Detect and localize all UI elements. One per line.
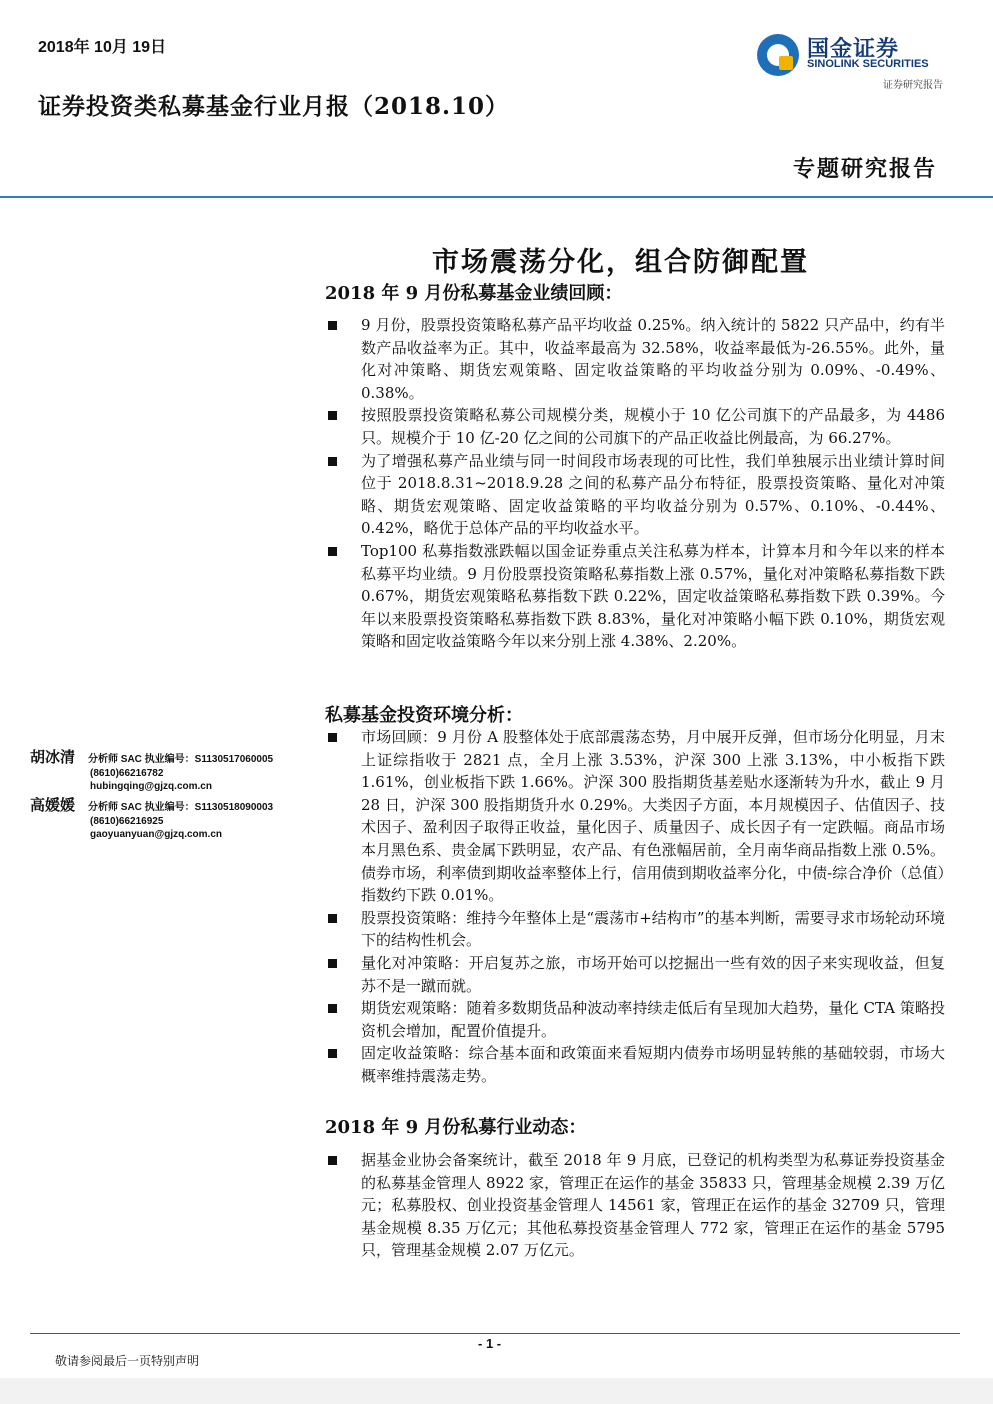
logo-subtitle: 证券研究报告 (883, 80, 943, 91)
analyst-name: 胡冰清 (30, 748, 76, 766)
list-item: 股票投资策略：维持今年整体上是“震荡市+结构市”的基本判断，需要寻求市场轮动环境下的结构性机会。 (325, 907, 945, 952)
document-title: 证券投资类私募基金行业月报（2018.10） (38, 93, 510, 120)
analyst-cert: 分析师 SAC 执业编号：S1130517060005 (88, 754, 274, 765)
headline: 市场震荡分化，组合防御配置 (432, 247, 809, 278)
analyst-name: 高媛媛 (30, 796, 76, 814)
logo-mark-icon (757, 34, 799, 76)
footer-disclaimer: 敬请参阅最后一页特别声明 (55, 1354, 200, 1368)
logo-name-en: SINOLINK SECURITIES (807, 58, 929, 70)
analyst-card (30, 794, 310, 841)
section-heading-environment: 私募基金投资环境分析： (325, 705, 523, 726)
list-item: 为了增强私募产品业绩与同一时间段市场表现的可比性，我们单独展示出业绩计算时间位于 2018.8.31~2018.9.28 之间的私募产品分布特征，股票投资策略、量化对冲策略、期货宏观策略、固定收益策略的平均收益分别为 0.57%、0.10%、-0.44%、0.42%，略优于总体产品的平均收益水平。 (325, 450, 945, 540)
section-heading-industry: 2018 年 9 月份私募行业动态： (325, 1117, 587, 1138)
logo-name-cn: 国金证券 (807, 36, 900, 61)
analyst-email[interactable]: gaoyuanyuan@gjzq.com.cn (90, 829, 222, 840)
list-item: 固定收益策略：综合基本面和政策面来看短期内债券市场明显转熊的基础较弱，市场大概率维持震荡走势。 (325, 1042, 945, 1087)
header-divider (0, 196, 993, 198)
analyst-email[interactable]: hubingqing@gjzq.com.cn (90, 781, 212, 792)
industry-bullet-list (325, 1149, 945, 1262)
page-bottom-band (0, 1378, 993, 1404)
analyst-phone: (8610)66216782 (90, 768, 164, 779)
report-type: 专题研究报告 (792, 156, 937, 182)
report-date: 2018年 10月 19日 (38, 39, 167, 56)
list-item: Top100 私募指数涨跌幅以国金证券重点关注私募为样本，计算本月和今年以来的样本私募平均业绩。9 月份股票投资策略私募指数上涨 0.57%，量化对冲策略私募指数下跌 0.67%，期货宏观策略私募指数下跌 0.22%，固定收益策略私募指数下跌 0.39%。今年以来股票投资策略私募指数下跌 8.83%，量化对冲策略小幅下跌 0.10%，期货宏观策略和固定收益策略今年以来分别上涨 4.38%、2.20%。 (325, 540, 945, 653)
list-item: 期货宏观策略：随着多数期货品种波动率持续走低后有呈现加大趋势，量化 CTA 策略投资机会增加，配置价值提升。 (325, 997, 945, 1042)
footer-divider (30, 1333, 960, 1334)
page-number: - 1 - (478, 1336, 502, 1351)
analyst-cert: 分析师 SAC 执业编号：S1130518090003 (88, 802, 274, 813)
performance-bullet-list (325, 314, 945, 653)
logo-accent-icon (779, 56, 793, 70)
list-item: 据基金业协会备案统计，截至 2018 年 9 月底，已登记的机构类型为私募证券投资基金的私募基金管理人 8922 家，管理正在运作的基金 35833 只，管理基金规模 2.39 万亿元；私募股权、创业投资基金管理人 14561 家，管理正在运作的基金 32709 只，管理基金规模 8.35 万亿元；其他私募投资基金管理人 772 家，管理正在运作的基金 5795 只，管理基金规模 2.07 万亿元。 (325, 1149, 945, 1262)
environment-bullet-list (325, 726, 945, 1088)
list-item: 市场回顾：9 月份 A 股整体处于底部震荡态势，月中展开反弹，但市场分化明显，月末上证综指收于 2821 点，全月上涨 3.53%，沪深 300 上涨 3.13%，中小板指下跌 1.61%，创业板指下跌 1.66%。沪深 300 股指期货基差贴水逐渐转为升水，截止 9 月 28 日，沪深 300 股指期货升水 0.29%。大类因子方面，本月规模因子、估值因子、技术因子、盈利因子取得正收益，量化因子、质量因子、成长因子有一定跌幅。商品市场本月黑色系、贵金属下跌明显，农产品、有色涨幅居前，全月南华商品指数上涨 0.5%。债券市场，利率债到期收益率整体上行，信用债到期收益率分化，中债-综合净价（总值）指数约下跌 0.01%。 (325, 726, 945, 907)
company-logo (757, 30, 947, 100)
analyst-card (30, 746, 310, 793)
list-item: 按照股票投资策略私募公司规模分类，规模小于 10 亿公司旗下的产品最多，为 4486 只。规模介于 10 亿-20 亿之间的公司旗下的产品正收益比例最高，为 66.27%。 (325, 404, 945, 449)
list-item: 9 月份，股票投资策略私募产品平均收益 0.25%。纳入统计的 5822 只产品中，约有半数产品收益率为正。其中，收益率最高为 32.58%，收益率最低为-26.55%。此外，量化对冲策略、期货宏观策略、固定收益策略的平均收益分别为 0.09%、-0.49%、0.38%。 (325, 314, 945, 404)
section-heading-performance: 2018 年 9 月份私募基金业绩回顾： (325, 283, 623, 304)
analyst-phone: (8610)66216925 (90, 816, 164, 827)
list-item: 量化对冲策略：开启复苏之旅，市场开始可以挖掘出一些有效的因子来实现收益，但复苏不是一蹴而就。 (325, 952, 945, 997)
